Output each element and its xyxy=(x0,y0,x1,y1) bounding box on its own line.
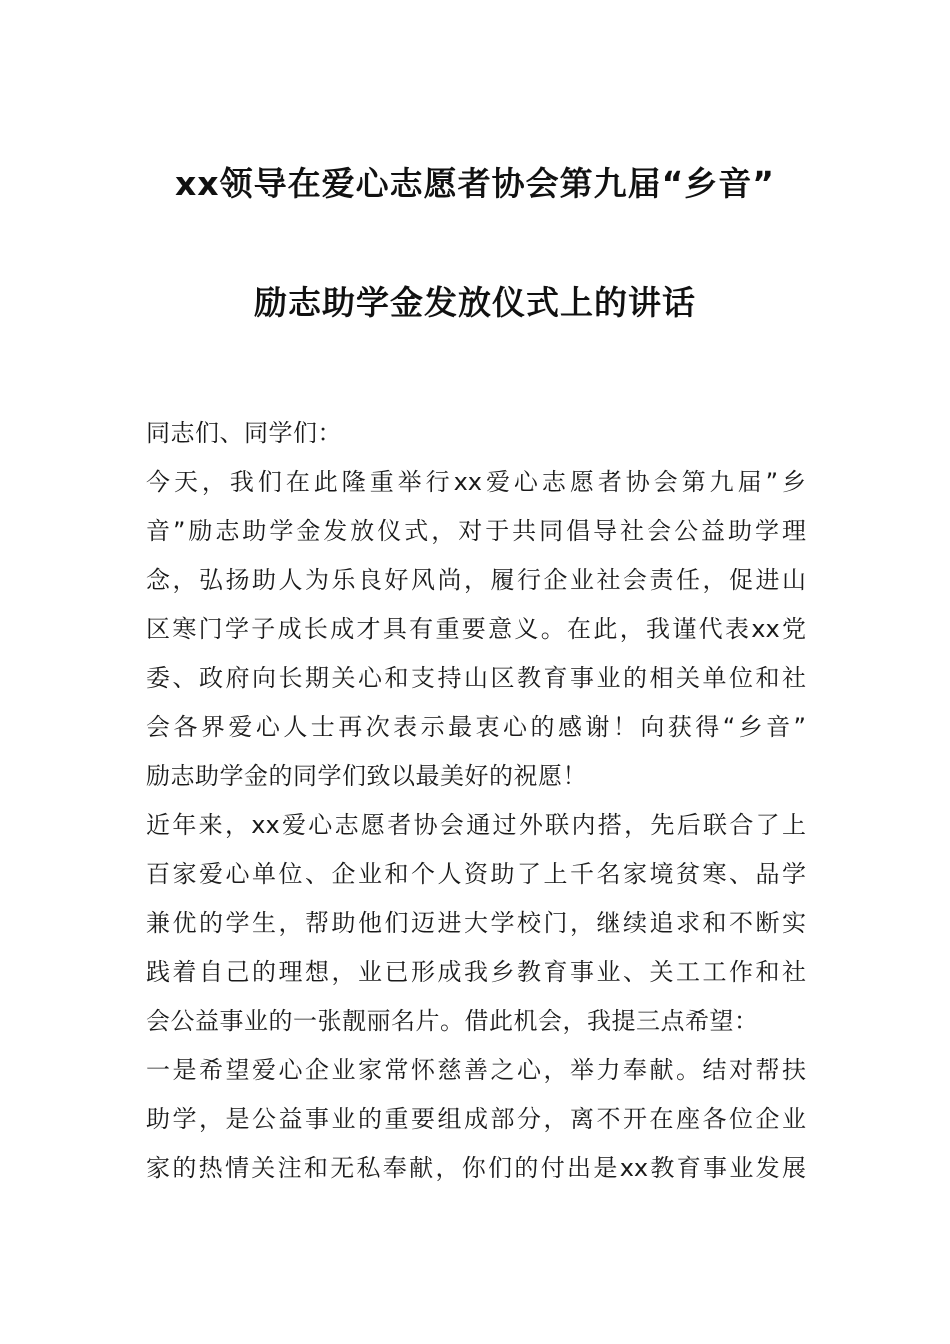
body-line: 今天，我们在此隆重举行xx爱心志愿者协会第九届”乡 xyxy=(146,468,806,496)
body-line: 近年来，xx爱心志愿者协会通过外联内搭，先后联合了上 xyxy=(146,811,806,839)
body-line: 一是希望爱心企业家常怀慈善之心，举力奉献。结对帮扶 xyxy=(146,1056,806,1084)
document-title-line-1: xx领导在爱心志愿者协会第九届“乡音” xyxy=(175,164,775,203)
body-line: 助学，是公益事业的重要组成部分，离不开在座各位企业 xyxy=(146,1105,806,1133)
body-line: 念，弘扬助人为乐良好风尚，履行企业社会责任，促进山 xyxy=(146,566,806,594)
body-line: 励志助学金的同学们致以最美好的祝愿！ xyxy=(146,762,587,790)
body-line: 践着自己的理想，业已形成我乡教育事业、关工工作和社 xyxy=(146,958,806,986)
body-line: 委、政府向长期关心和支持山区教育事业的相关单位和社 xyxy=(146,664,806,692)
body-line: 百家爱心单位、企业和个人资助了上千名家境贫寒、品学 xyxy=(146,860,806,888)
body-line: 会公益事业的一张靓丽名片。借此机会，我提三点希望： xyxy=(146,1007,759,1035)
document-title-line-2: 励志助学金发放仪式上的讲话 xyxy=(254,283,696,322)
body-line: 家的热情关注和无私奉献，你们的付出是xx教育事业发展 xyxy=(146,1154,806,1182)
body-line: 区寒门学子成长成才具有重要意义。在此，我谨代表xx党 xyxy=(146,615,806,643)
body-line: 兼优的学生，帮助他们迈进大学校门，继续追求和不断实 xyxy=(146,909,806,937)
document-body xyxy=(146,409,806,1193)
salutation-line: 同志们、同学们： xyxy=(146,419,342,447)
body-line: 音”励志助学金发放仪式，对于共同倡导社会公益助学理 xyxy=(146,517,806,545)
body-line: 会各界爱心人士再次表示最衷心的感谢！向获得“乡音” xyxy=(146,713,806,741)
